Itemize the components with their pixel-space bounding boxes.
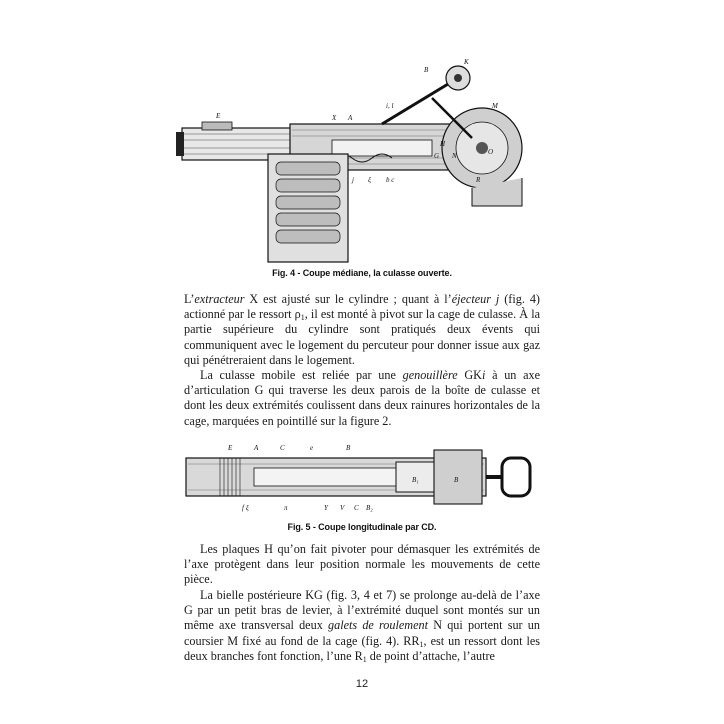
paragraph-plaques: Les plaques H qu’on fait pivoter pour démasquer les extrémités de l’axe protègent dans leur position normale les mouvements de cette pièce. [184,542,540,587]
fig4-label-e: E [216,112,221,120]
fig4-label-x: X [332,114,337,122]
fig5-label-c2: C [354,504,359,512]
fig4-label-h: H [440,140,446,148]
paragraph-extracteur: L’extracteur X est ajusté sur le cylindre ; quant à l’éjecteur j (fig. 4) actionné par le ressort $\rho_1$, il est monté à pivot sur la cage de culasse. À la partie supérieure du cylindre sont pratiqués deux évents qui communiquent avec le logement du percuteur pour donner issue aux gaz qui pénétreraient dans le logement. [184,292,540,367]
page-number: 12 [355,678,369,690]
fig4-label-xi: ξ [368,176,371,184]
fig5-label-a: A [254,444,259,452]
fig5-label-b3: B₂ [366,504,373,512]
fig4-label-m: M [492,102,498,110]
fig5-label-e2: e [310,444,314,452]
fig5-label-e: E [228,444,233,452]
fig4-label-n: N [452,152,457,160]
fig5-label-c: C [280,444,285,452]
fig4-label-g: G [434,152,440,160]
fig5-label-b1: B₁ [412,476,419,484]
fig4-label-i: i, l [386,102,394,110]
figure-5-caption: Fig. 5 - Coupe longitudinale par CD. [287,522,437,532]
fig5-label-v: V [340,504,345,512]
figure-4-caption: Fig. 4 - Coupe médiane, la culasse ouverte. [272,268,452,278]
fig5-label-b: B [346,444,351,452]
fig4-label-bc: b c [386,176,395,184]
fig5-label-b2: B [454,476,459,484]
paragraph-culasse-mobile: La culasse mobile est reliée par une genouillère GKi à un axe d’articulation G qui traverse les deux parois de la boîte de culasse et dont les deux extrémités coulissent dans deux rainures horizontales de la cage, marquées en pointillé sur la figure 2. [184,368,541,428]
fig4-label-b: B [424,66,429,74]
figure-5-illustration [184,440,536,515]
fig4-label-o: O [488,148,494,156]
fig5-label-f: f ξ [242,504,249,512]
fig5-label-y: Y [324,504,328,512]
fig4-label-j: j [352,176,354,184]
fig4-label-r: R [476,176,481,184]
fig4-label-a: A [348,114,353,122]
figure-4-illustration [172,58,532,266]
paragraph-bielle: La bielle postérieure KG (fig. 3, 4 et 7) se prolonge au-delà de l’axe G par un petit bras de levier, à l’extrémité duquel sont montés sur un même axe transversal deux galets de roulement N qui portent sur un coursier M fixé au fond de la cage (fig. 4). $RR_1$, est un ressort dont les deux branches font fonction, l’une $R_1$ de point d’attache, l’autre [184,588,540,664]
fig4-label-k: K [464,58,469,66]
fig5-label-pi: π [284,504,288,512]
